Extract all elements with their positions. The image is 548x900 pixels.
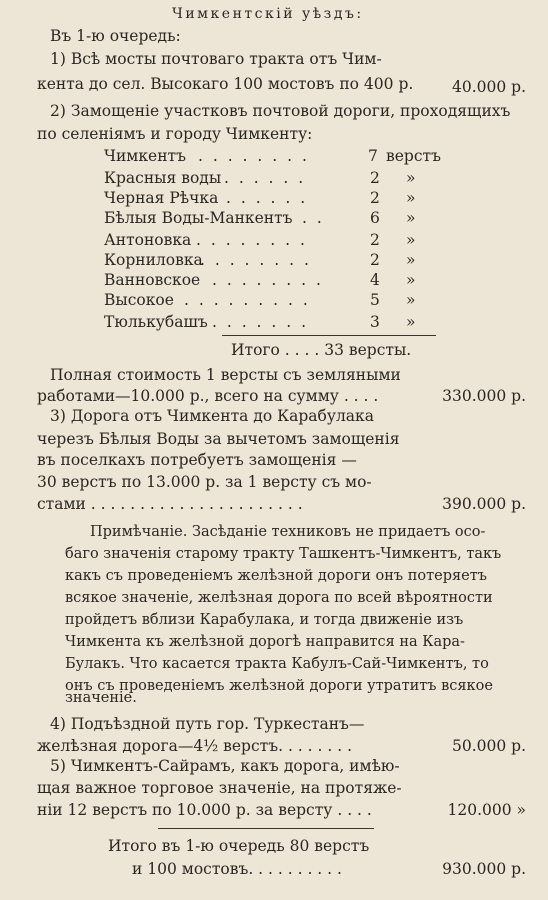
item1-amount: 40.000 р. (451, 78, 526, 96)
segment-unit: » (406, 231, 416, 249)
item4-line2: желѣзная дорога—4½ верстъ. . . . . . . . (37, 737, 353, 755)
item4-amount: 50.000 р. (451, 737, 526, 755)
note-line: всякое значеніе, желѣзная дорога по всей вѣроятности (65, 590, 493, 606)
segment-dots: . . . . . . . . (200, 251, 312, 269)
segment-dots: . . . . . . . . (196, 231, 308, 249)
note-line: Чимкента къ желѣзной дорогѣ направится на Кара- (65, 634, 465, 650)
segment-versts: 3 (370, 313, 380, 331)
segment-dots: . . . . . . . (212, 313, 309, 331)
segment-name: Антоновка (104, 231, 192, 249)
section-title: Чимкентскій уѣздъ: (172, 6, 364, 22)
item3-amount: 390.000 р. (442, 495, 526, 513)
segment-versts: 6 (370, 209, 380, 227)
item3-line4: 30 верстъ по 13.000 р. за 1 версту съ мо- (37, 473, 372, 491)
segment-versts: 2 (370, 231, 380, 249)
segment-unit: » (406, 209, 416, 227)
note-line: баго значенія старому тракту Ташкентъ-Чимкентъ, такъ (65, 546, 502, 562)
item4-line1: 4) Подъѣздной путь гор. Туркестанъ— (50, 715, 365, 733)
item2-line2: по селеніямъ и городу Чимкенту: (37, 125, 313, 143)
segment-unit: » (406, 271, 416, 289)
segment-unit: » (406, 291, 416, 309)
item3-line5: стами . . . . . . . . . . . . . . . . . . . . . . (37, 495, 303, 513)
segment-name: Черная Рѣчка (104, 189, 219, 207)
item5-line1: 5) Чимкентъ-Сайрамъ, какъ дорога, имѣю- (50, 757, 400, 775)
item3-line2: черезъ Бѣлыя Воды за вычетомъ замощенія (37, 430, 400, 448)
segment-dots: . . . . . . . . . (184, 291, 311, 309)
segments-divider (222, 335, 436, 336)
segment-unit: » (406, 169, 416, 187)
total-divider (158, 828, 374, 829)
item3-line3: въ поселкахъ потребуетъ замощенія — (37, 451, 357, 469)
item5-line3: ніи 12 верстъ по 10.000 р. за версту . . . . (37, 801, 372, 819)
note-line: пройдетъ вблизи Карабулака, и тогда движеніе изъ (65, 612, 464, 628)
total-amount: 930.000 р. (442, 860, 526, 878)
cost-line2: работами—10.000 р., всего на сумму . . . . (37, 387, 379, 405)
note-line: Булакъ. Что касается тракта Кабулъ-Сай-Чимкентъ, то (65, 656, 489, 672)
segment-unit: » (406, 251, 416, 269)
segment-name: Чимкентъ (104, 147, 186, 165)
segment-versts: 5 (370, 291, 380, 309)
segment-dots: . . . . . . . . (212, 271, 324, 289)
segment-versts: 7 (368, 147, 378, 165)
item3-line1: 3) Дорога отъ Чимкента до Карабулака (50, 407, 374, 425)
total-line2: и 100 мостовъ. . . . . . . . . . (132, 860, 342, 878)
segments-total: Итого . . . . 33 версты. (231, 341, 412, 359)
note-line: какъ съ проведеніемъ желѣзной дороги онъ потеряетъ (65, 568, 487, 584)
item2-line1: 2) Замощеніе участковъ почтовой дороги, проходящихъ (50, 102, 511, 120)
segment-versts: 2 (370, 169, 380, 187)
segment-versts: 2 (370, 251, 380, 269)
segment-name: Красныя воды (104, 169, 222, 187)
cost-line1: Полная стоимость 1 версты съ земляными (50, 366, 401, 384)
note-line: значеніе. (65, 690, 137, 706)
segment-unit: » (406, 313, 416, 331)
segment-name: Ванновское (104, 271, 201, 289)
segment-unit: » (406, 189, 416, 207)
segment-versts: 4 (370, 271, 380, 289)
segment-name: Бѣлыя Воды-Манкентъ (104, 209, 293, 227)
cost-amount: 330.000 р. (442, 387, 526, 405)
item1-line1: 1) Всѣ мосты почтоваго тракта отъ Чим- (50, 50, 382, 68)
segment-versts: 2 (370, 189, 380, 207)
segment-unit: верстъ (386, 147, 441, 165)
first-priority-heading: Въ 1-ю очередь: (50, 27, 181, 45)
item1-line2: кента до сел. Высокаго 100 мостовъ по 400 р. (37, 75, 414, 93)
segment-dots: . . . . . . (226, 189, 308, 207)
item5-amount: 120.000 » (447, 801, 526, 819)
segment-dots: . . . . . . (224, 169, 306, 187)
note-line: онъ съ проведеніемъ желѣзной дороги утратитъ всякое (65, 678, 493, 694)
segment-name: Высокое (104, 291, 174, 309)
segment-name: Тюлькубашъ (104, 313, 208, 331)
segment-dots: . . . . . . . . (198, 147, 310, 165)
total-line1: Итого въ 1-ю очередь 80 верстъ (108, 837, 370, 855)
segment-dots: . . (302, 209, 325, 227)
segment-name: Корниловка (104, 251, 203, 269)
item5-line2: щая важное торговое значеніе, на протяже- (37, 779, 402, 797)
note-line: Примѣчаніе. Засѣданіе техниковъ не придаетъ осо- (90, 524, 486, 540)
